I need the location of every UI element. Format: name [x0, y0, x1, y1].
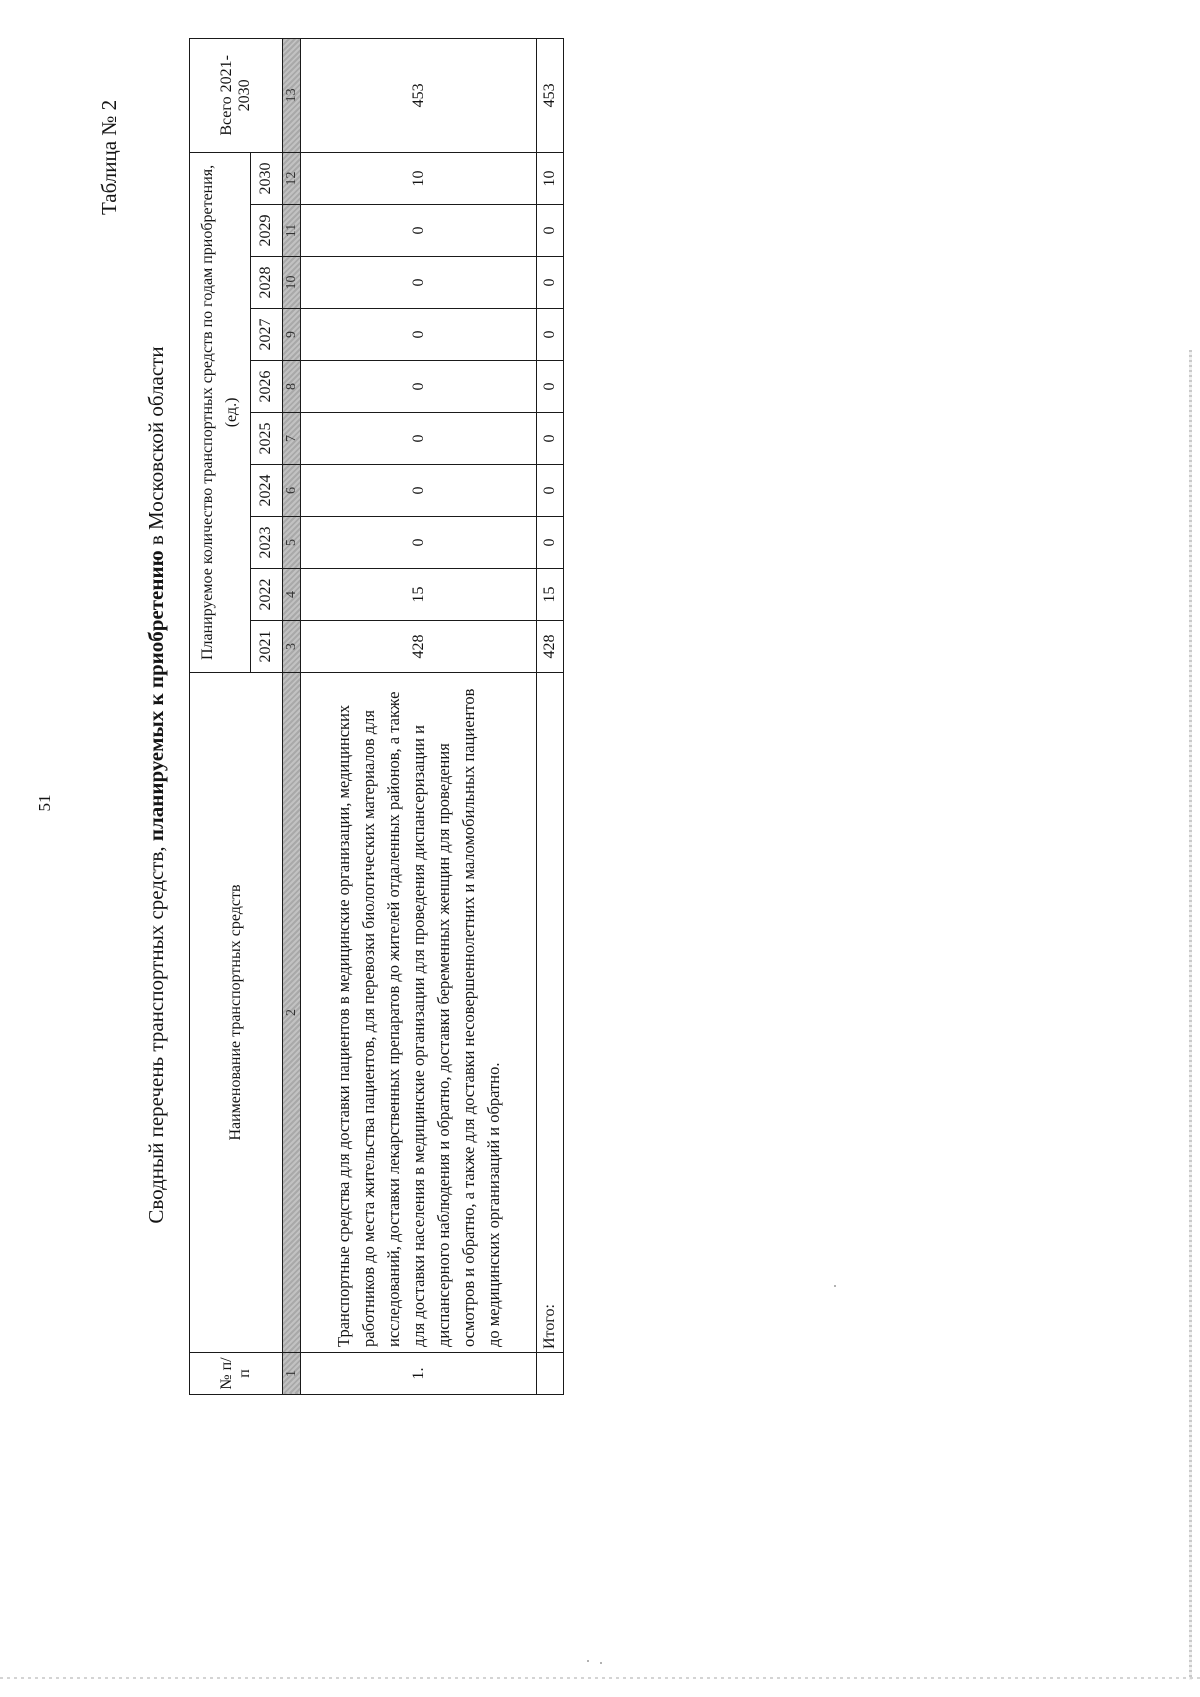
column-number: 13	[282, 38, 301, 152]
column-number: 7	[282, 413, 301, 465]
scan-speck	[834, 1285, 836, 1287]
header-year: 2022	[250, 569, 282, 621]
totals-label: Итого:	[536, 673, 563, 1353]
column-number: 6	[282, 465, 301, 517]
column-number-row	[282, 38, 301, 1394]
column-number: 9	[282, 309, 301, 361]
totals-value: 0	[536, 309, 563, 361]
header-year: 2024	[250, 465, 282, 517]
totals-value: 0	[536, 257, 563, 309]
column-number: 1	[282, 1353, 301, 1395]
row-value: 0	[301, 309, 536, 361]
title-part-1: Сводный перечень транспортных средств,	[144, 841, 168, 1224]
row-value: 428	[301, 621, 536, 673]
header-year: 2027	[250, 309, 282, 361]
column-number: 2	[282, 673, 301, 1353]
scan-speck	[587, 1660, 589, 1662]
totals-value: 428	[536, 621, 563, 673]
row-value: 0	[301, 257, 536, 309]
header-year: 2025	[250, 413, 282, 465]
row-value: 10	[301, 152, 536, 204]
header-year: 2026	[250, 361, 282, 413]
header-total: Всего 2021-2030	[190, 38, 283, 152]
totals-row	[536, 38, 563, 1394]
header-year: 2028	[250, 257, 282, 309]
totals-value: 15	[536, 569, 563, 621]
row-value: 15	[301, 569, 536, 621]
header-year: 2021	[250, 621, 282, 673]
row-value: 0	[301, 517, 536, 569]
totals-value: 0	[536, 361, 563, 413]
column-number: 12	[282, 152, 301, 204]
row-value: 0	[301, 465, 536, 517]
row-value: 0	[301, 361, 536, 413]
header-planned: Планируемое количество транспортных средств по годам приобретения, (ед.)	[190, 152, 251, 672]
header-year: 2030	[250, 152, 282, 204]
header-year: 2029	[250, 205, 282, 257]
header-year: 2023	[250, 517, 282, 569]
totals-value: 0	[536, 413, 563, 465]
row-value: 0	[301, 205, 536, 257]
header-num: № п/п	[190, 1353, 283, 1395]
column-number: 11	[282, 205, 301, 257]
totals-value: 0	[536, 517, 563, 569]
page-number: 51	[35, 794, 54, 812]
table-label: Таблица № 2	[97, 99, 121, 215]
column-number: 3	[282, 621, 301, 673]
totals-num-empty	[536, 1353, 563, 1395]
column-number: 4	[282, 569, 301, 621]
column-number: 5	[282, 517, 301, 569]
column-number: 8	[282, 361, 301, 413]
totals-value: 0	[536, 205, 563, 257]
row-total: 453	[301, 38, 536, 152]
row-num: 1.	[301, 1353, 536, 1395]
rotated-page-content	[97, 25, 1097, 1545]
title-part-2: в Московской области	[144, 346, 168, 551]
title-bold-part: планируемых к приобретению	[144, 550, 168, 842]
header-name: Наименование транспортных средств	[190, 673, 283, 1353]
document-title	[144, 25, 169, 1545]
row-value: 0	[301, 413, 536, 465]
totals-value: 0	[536, 465, 563, 517]
row-name: Транспортные средства для доставки пациентов в медицинские организации, медицинских работников до места жительства пациентов, для перевозки биологических материалов для исследований, доставки лекарственных препаратов до жителей отдаленных районов, а также для доставки населения в медицинские организации для проведения диспансеризации и диспансерного наблюдения и обратно, доставки беременных женщин для проведения осмотров и обратно, а также для доставки несовершеннолетних и маломобильных пациентов до медицинских организаций и обратно.	[301, 673, 536, 1353]
scan-bottom-edge	[0, 1677, 1200, 1679]
column-number: 10	[282, 257, 301, 309]
totals-value: 10	[536, 152, 563, 204]
totals-total: 453	[536, 38, 563, 152]
vehicles-table	[189, 38, 564, 1395]
scan-speck	[600, 1662, 602, 1664]
scan-edge-line	[1189, 350, 1192, 1680]
table-row	[301, 38, 536, 1394]
